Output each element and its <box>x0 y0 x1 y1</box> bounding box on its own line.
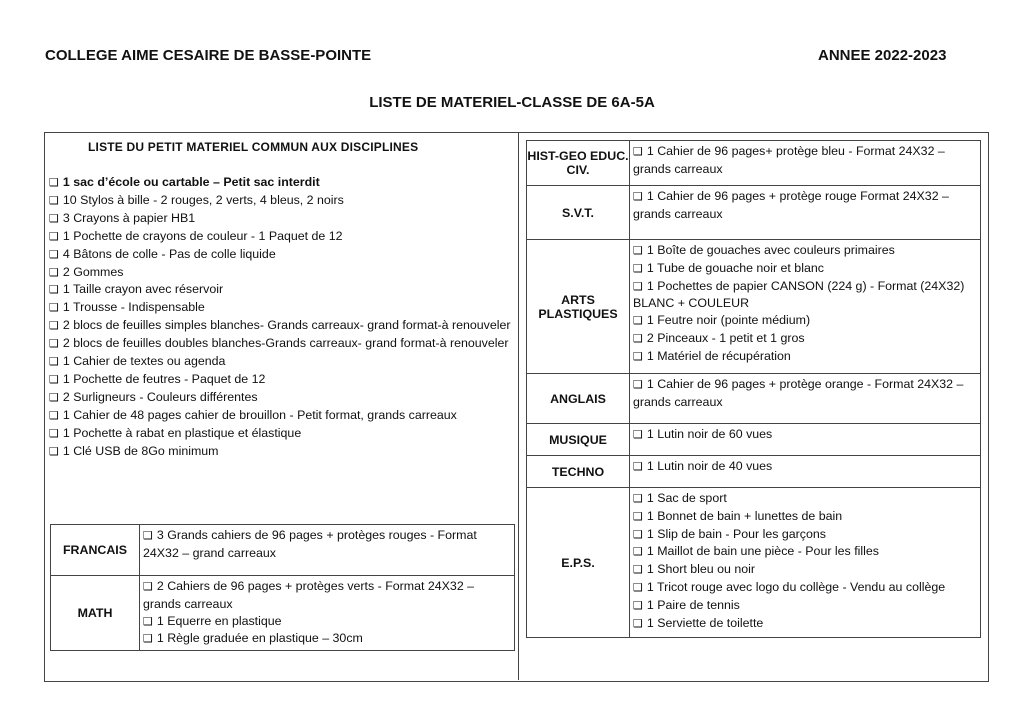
school-name: COLLEGE AIME CESAIRE DE BASSE-POINTE <box>45 47 372 64</box>
list-item <box>633 260 978 278</box>
list-item <box>49 353 519 371</box>
subject-row <box>527 240 981 374</box>
list-item-text: 1 Pochette à rabat en plastique et élastique <box>62 425 302 440</box>
subject-name: ANGLAIS <box>527 374 630 424</box>
checkbox-icon: ❑ <box>143 614 153 628</box>
list-item-text: 1 Cahier de textes ou agenda <box>62 354 226 369</box>
list-item-text: 1 sac d’école ou cartable – Petit sac interdit <box>62 175 320 189</box>
list-item <box>143 630 512 648</box>
list-item <box>633 376 978 411</box>
subject-name: HIST-GEO EDUC. CIV. <box>527 141 630 186</box>
subject-items <box>630 374 981 424</box>
checkbox-icon: ❑ <box>49 265 59 279</box>
subject-name: E.P.S. <box>527 488 630 638</box>
list-item-text: 1 Feutre noir (pointe médium) <box>646 313 811 328</box>
list-item-text: 1 Bonnet de bain + lunettes de bain <box>646 508 843 523</box>
list-item-text: 1 Pochette de feutres - Paquet de 12 <box>62 371 266 386</box>
subject-items <box>630 488 981 638</box>
checkbox-icon: ❑ <box>633 460 643 473</box>
list-item-text: 1 Trousse - Indispensable <box>62 300 205 315</box>
checkbox-icon: ❑ <box>49 408 59 422</box>
list-item-text: 1 Cahier de 48 pages cahier de brouillon - Petit format, grands carreaux <box>62 407 457 422</box>
list-item <box>49 407 519 425</box>
checkbox-icon: ❑ <box>49 319 59 333</box>
subject-name: ARTS PLASTIQUES <box>527 240 630 374</box>
list-item-text: 1 Serviette de toilette <box>646 615 764 630</box>
list-item-text: 1 Lutin noir de 60 vues <box>646 427 773 441</box>
checkbox-icon: ❑ <box>633 563 643 577</box>
subject-name: TECHNO <box>527 456 630 488</box>
subject-row <box>527 488 981 638</box>
checkbox-icon: ❑ <box>633 331 643 345</box>
subject-name: FRANCAIS <box>51 525 140 576</box>
checkbox-icon: ❑ <box>633 244 643 257</box>
checkbox-icon: ❑ <box>143 529 153 542</box>
list-item <box>633 188 978 223</box>
list-item-text: 1 Boîte de gouaches avec couleurs primaires <box>646 243 895 257</box>
list-item <box>49 317 519 335</box>
list-item <box>49 246 519 264</box>
list-item <box>633 312 978 330</box>
subjects-table-left <box>50 524 515 651</box>
subject-row <box>527 374 981 424</box>
subject-row <box>51 525 515 576</box>
list-item <box>143 527 512 562</box>
checkbox-icon: ❑ <box>49 390 59 404</box>
checkbox-icon: ❑ <box>633 261 643 275</box>
checkbox-icon: ❑ <box>633 279 643 293</box>
list-item-text: 1 Sac de sport <box>646 491 727 505</box>
checkbox-icon: ❑ <box>633 349 643 363</box>
list-item <box>49 210 519 228</box>
subject-items <box>630 141 981 186</box>
checkbox-icon: ❑ <box>633 616 643 630</box>
common-materials-title: LISTE DU PETIT MATERIEL COMMUN AUX DISCIPLINES <box>88 140 419 154</box>
subject-items <box>630 186 981 240</box>
subject-name: MATH <box>51 576 140 651</box>
list-item <box>49 389 519 407</box>
checkbox-icon: ❑ <box>49 211 59 225</box>
checkbox-icon: ❑ <box>49 337 59 351</box>
list-item-text: 3 Grands cahiers de 96 pages + protèges rouges - Format 24X32 – grand carreaux <box>143 528 477 560</box>
checkbox-icon: ❑ <box>49 283 59 297</box>
checkbox-icon: ❑ <box>49 247 59 261</box>
list-item <box>633 561 978 579</box>
checkbox-icon: ❑ <box>49 176 59 189</box>
checkbox-icon: ❑ <box>49 372 59 386</box>
subject-row <box>51 576 515 651</box>
list-item <box>633 579 978 597</box>
subjects-table-right <box>526 140 981 638</box>
list-item-text: 2 blocs de feuilles doubles blanches-Grands carreaux- grand format-à renouveler <box>62 336 509 351</box>
checkbox-icon: ❑ <box>143 632 153 646</box>
checkbox-icon: ❑ <box>633 580 643 594</box>
list-item <box>49 264 519 282</box>
list-item <box>49 443 519 461</box>
list-item-text: 1 Cahier de 96 pages+ protège bleu - Format 24X32 – grands carreaux <box>633 144 945 176</box>
list-item-text: 10 Stylos à bille - 2 rouges, 2 verts, 4 bleus, 2 noirs <box>62 192 344 207</box>
list-item-text: 2 Cahiers de 96 pages + protèges verts - Format 24X32 – grands carreaux <box>143 579 475 611</box>
checkbox-icon: ❑ <box>633 378 643 391</box>
list-item-text: 1 Clé USB de 8Go minimum <box>62 443 219 458</box>
checkbox-icon: ❑ <box>633 598 643 612</box>
subject-items <box>140 525 515 576</box>
checkbox-icon: ❑ <box>633 190 643 203</box>
list-item-text: 2 Gommes <box>62 264 124 279</box>
list-item-text: 1 Lutin noir de 40 vues <box>646 459 773 473</box>
list-item <box>633 143 978 178</box>
list-item-text: 1 Tricot rouge avec logo du collège - Vendu au collège <box>646 579 946 594</box>
subject-row <box>527 424 981 456</box>
list-item-text: 1 Pochette de crayons de couleur - 1 Paquet de 12 <box>62 228 343 243</box>
list-item <box>49 425 519 443</box>
list-item <box>633 615 978 633</box>
list-item-text: 1 Matériel de récupération <box>646 348 791 363</box>
list-item <box>143 578 512 613</box>
checkbox-icon: ❑ <box>633 145 643 158</box>
list-item-text: 1 Equerre en plastique <box>156 613 282 628</box>
list-item-text: 2 Surligneurs - Couleurs différentes <box>62 389 258 404</box>
subject-items <box>630 240 981 374</box>
checkbox-icon: ❑ <box>49 355 59 369</box>
list-item <box>633 526 978 544</box>
list-item-text: 1 Paire de tennis <box>646 597 740 612</box>
checkbox-icon: ❑ <box>633 545 643 559</box>
list-item <box>633 597 978 615</box>
list-item-text: 3 Crayons à papier HB1 <box>62 210 196 225</box>
list-item <box>49 228 519 246</box>
list-item-text: 1 Tube de gouache noir et blanc <box>646 260 824 275</box>
checkbox-icon: ❑ <box>49 444 59 458</box>
checkbox-icon: ❑ <box>49 301 59 315</box>
subject-items <box>630 456 981 488</box>
list-item <box>49 174 519 192</box>
subject-name: S.V.T. <box>527 186 630 240</box>
checkbox-icon: ❑ <box>143 580 153 593</box>
subject-items <box>140 576 515 651</box>
list-item-text: 1 Cahier de 96 pages + protège orange - Format 24X32 – grands carreaux <box>633 377 964 409</box>
list-item <box>633 458 978 476</box>
list-item-text: 4 Bâtons de colle - Pas de colle liquide <box>62 246 276 261</box>
list-item <box>49 281 519 299</box>
list-item <box>633 242 978 260</box>
checkbox-icon: ❑ <box>633 492 643 505</box>
list-item <box>633 348 978 366</box>
list-item-text: 1 Pochettes de papier CANSON (224 g) - Format (24X32) BLANC + COULEUR <box>633 278 965 311</box>
list-item <box>49 299 519 317</box>
list-item-text: 1 Slip de bain - Pour les garçons <box>646 526 826 541</box>
list-item-text: 1 Maillot de bain une pièce - Pour les filles <box>646 544 879 559</box>
subject-items <box>630 424 981 456</box>
checkbox-icon: ❑ <box>633 314 643 328</box>
checkbox-icon: ❑ <box>49 193 59 207</box>
checkbox-icon: ❑ <box>633 509 643 523</box>
list-item <box>633 490 978 508</box>
list-item <box>633 426 978 444</box>
list-item <box>143 613 512 631</box>
subject-row <box>527 141 981 186</box>
list-item <box>49 371 519 389</box>
subject-row <box>527 186 981 240</box>
list-item <box>633 508 978 526</box>
common-materials-list <box>49 174 519 461</box>
list-item-text: 1 Règle graduée en plastique – 30cm <box>156 631 363 646</box>
list-item <box>49 335 519 353</box>
list-item <box>633 543 978 561</box>
list-item <box>633 330 978 348</box>
list-item <box>49 192 519 210</box>
list-item-text: 1 Short bleu ou noir <box>646 562 756 577</box>
subject-name: MUSIQUE <box>527 424 630 456</box>
school-year: ANNEE 2022-2023 <box>818 47 947 64</box>
list-item-text: 2 Pinceaux - 1 petit et 1 gros <box>646 330 805 345</box>
checkbox-icon: ❑ <box>633 527 643 541</box>
page-title: LISTE DE MATERIEL-CLASSE DE 6A-5A <box>369 94 655 111</box>
list-item <box>633 278 978 313</box>
list-item-text: 2 blocs de feuilles simples blanches- Grands carreaux- grand format-à renouveler <box>62 318 511 333</box>
checkbox-icon: ❑ <box>49 426 59 440</box>
list-item-text: 1 Cahier de 96 pages + protège rouge Format 24X32 – grands carreaux <box>633 189 949 221</box>
subject-row <box>527 456 981 488</box>
list-item-text: 1 Taille crayon avec réservoir <box>62 282 224 297</box>
checkbox-icon: ❑ <box>49 229 59 243</box>
checkbox-icon: ❑ <box>633 428 643 441</box>
